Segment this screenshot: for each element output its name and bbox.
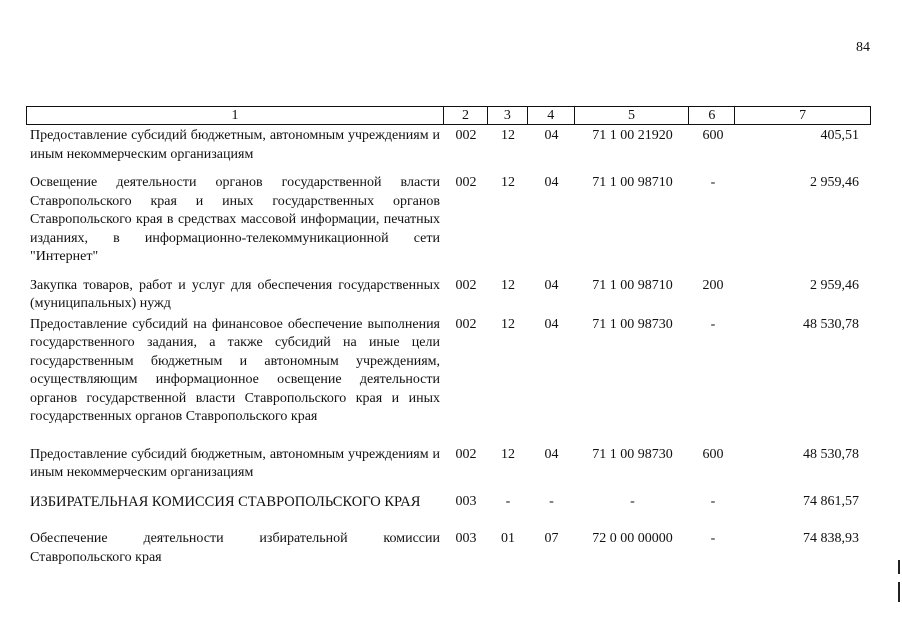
row-subsection: - [549,493,554,509]
row-code: 002 [455,128,477,143]
row-section: 12 [501,446,515,462]
row-target-article: 72 0 00 00000 [592,531,673,546]
row-expense-type: - [710,175,716,190]
row-amount: 74 838,93 [803,531,859,546]
row-expense-type: - [710,531,716,546]
row-name: ИЗБИРАТЕЛЬНАЯ КОМИССИЯ СТАВРОПОЛЬСКОГО КРАЯ [30,493,421,510]
row-code: 002 [455,175,477,190]
column-header-4: 4 [528,107,575,124]
row-section: 12 [501,128,515,143]
row-target-article: 71 1 00 98710 [592,175,673,190]
row-subsection: 07 [544,531,559,546]
page-number: 84 [856,40,870,55]
row-subsection: 04 [544,128,559,143]
row-code: 002 [455,277,477,293]
row-code: 002 [455,446,477,462]
table-row [26,529,871,567]
column-header-7: 7 [799,108,807,123]
row-target-article: 71 1 00 98730 [592,316,673,332]
row-subsection: 04 [544,277,559,293]
table-row [26,315,871,427]
row-target-article: 71 1 00 98730 [592,446,673,462]
row-section: 01 [501,531,515,546]
row-name: Предоставление субсидий бюджетным, автономным учреждениям и иным некоммерческим организациям [30,128,440,162]
row-code: 003 [455,531,477,546]
row-expense-type: 600 [702,128,724,143]
column-header-6: 6 [689,107,735,124]
row-amount: 48 530,78 [803,446,859,462]
row-subsection: 04 [544,446,559,462]
row-section: 12 [501,277,515,293]
row-code: 003 [455,493,477,509]
row-expense-type: - [710,316,716,332]
table-row [26,445,871,483]
table-row [26,276,871,314]
column-header-1: 1 [27,107,444,124]
row-target-article: 71 1 00 21920 [592,128,673,143]
table-row [26,173,871,267]
row-expense-type: 200 [702,277,724,293]
row-amount: 74 861,57 [803,493,859,509]
row-section: - [505,493,511,509]
row-expense-type: - [710,493,716,509]
row-amount: 2 959,46 [810,175,859,190]
scan-edge-mark [898,582,900,602]
scan-edge-mark [898,560,900,574]
table-row [26,492,871,512]
column-header-2: 2 [444,107,488,124]
row-amount: 48 530,78 [803,316,859,332]
row-subsection: 04 [544,175,559,190]
row-expense-type: 600 [702,446,724,462]
column-header-5: 5 [575,107,690,124]
row-name: Предоставление субсидий бюджетным, автономным учреждениям и иным некоммерческим организациям [30,446,440,480]
row-name: Закупка товаров, работ и услуг для обеспечения государственных (муниципальных) нужд [30,277,440,311]
row-code: 002 [455,316,477,332]
row-name: Обеспечение деятельности избирательной комиссии Ставропольского края [30,531,440,565]
row-amount: 405,51 [820,128,859,143]
table-row [26,126,871,164]
row-section: 12 [501,316,515,332]
row-target-article: - [630,493,635,509]
row-name: Освещение деятельности органов государственной власти Ставропольского края и иных государственных органов Ставропольского края в средствах массовой информации, печатных изданиях, в информационно-телекоммуникационной сети "Интернет" [30,175,440,264]
row-name: Предоставление субсидий на финансовое обеспечение выполнения государственного задания, а также субсидий на иные цели государственным бюджетным и автономным учреждениям, осуществляющим информационное освещение деятельности органов государственной власти Ставропольского края и иных государственных органов Ставропольского края [30,316,440,424]
row-amount: 2 959,46 [810,277,859,293]
row-subsection: 04 [544,316,559,332]
budget-table [26,106,871,567]
table-header [26,106,871,125]
column-header-3: 3 [488,107,528,124]
row-section: 12 [501,175,515,190]
row-target-article: 71 1 00 98710 [592,277,673,293]
